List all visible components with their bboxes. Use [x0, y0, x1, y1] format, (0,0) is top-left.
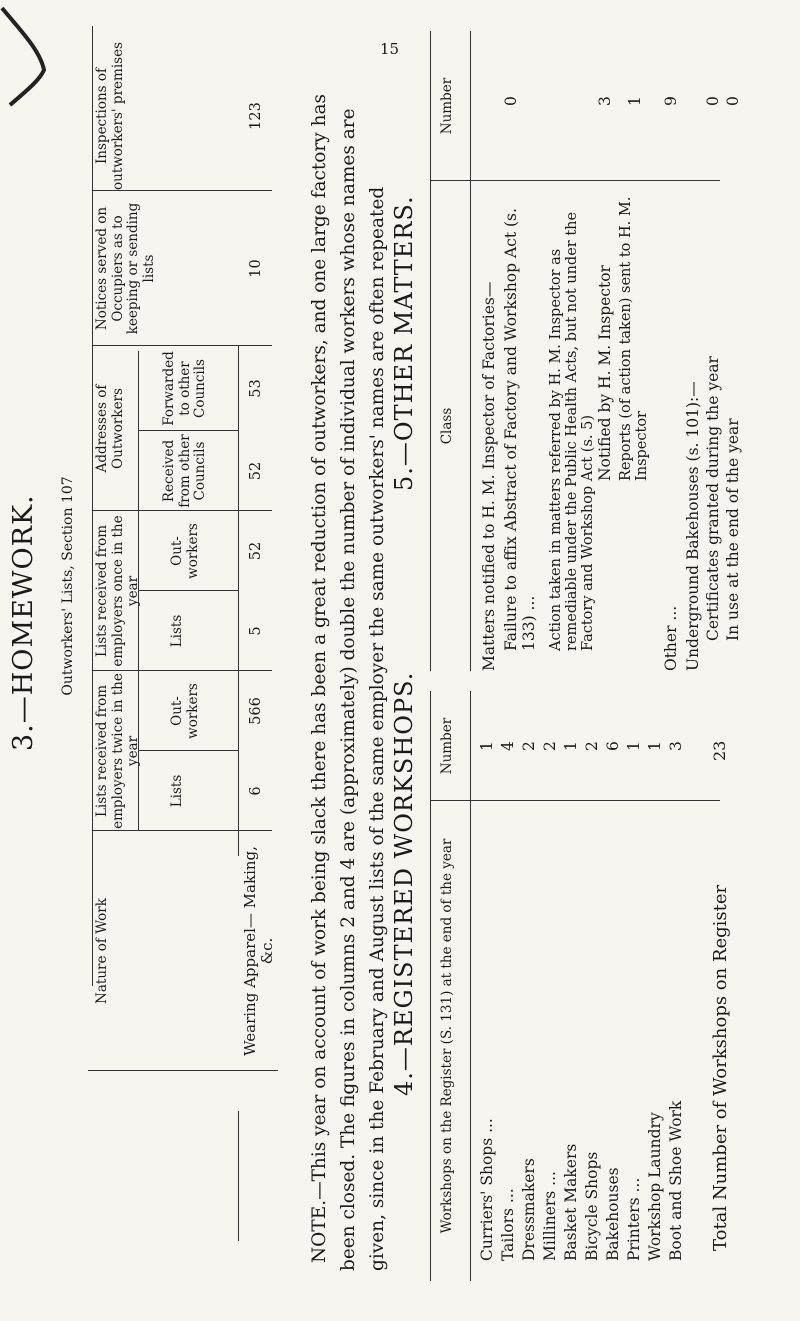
workshop-row-number: 1 — [562, 741, 580, 751]
workshop-row-name: Bicycle Shops — [583, 1151, 601, 1261]
workshops-number-header: Number — [439, 717, 455, 775]
inspections-value: 123 — [248, 102, 264, 130]
matter-action-taken: Action taken in matters referred by H. M. Inspector as remediable under the Public Health Acts, but not under the Factory and Workshop Act (s. 5) — [548, 211, 596, 651]
forwarded-value: 53 — [248, 379, 264, 398]
once-outworkers-value: 52 — [248, 541, 264, 561]
lists-twice-header: Lists received from employers twice in the year — [94, 673, 142, 829]
matter-certificates-granted-number: 0 — [704, 96, 722, 106]
lists-once-header: Lists received from employers once in the year — [94, 515, 142, 667]
workshops-total-value: 23 — [710, 740, 729, 761]
section3-note: NOTE.—This year on account of work being slack there has been a great reduction of outworkers, and one large factory has been closed. The figures in columns 2 and 4 are (approximately) double the number of individual workers whose names are given, since in the February and August lists of the same employer the same outworkers' names are often repeated — [309, 93, 388, 1271]
matter-notified: Notified by H. M. Inspector — [596, 265, 614, 481]
addresses-header: Addresses of Outworkers — [94, 384, 126, 473]
workshop-row-number: 3 — [667, 741, 685, 751]
once-lists-label: Lists — [169, 614, 185, 648]
matter-underground-bakehouses: Underground Bakehouses (s. 101):— — [684, 381, 702, 671]
inspections-header: Inspections of outworkers' premises — [94, 42, 126, 190]
workshop-row-number: 1 — [625, 741, 643, 751]
twice-lists-label: Lists — [169, 774, 185, 808]
matters-number-header: Number — [439, 77, 455, 135]
matter-in-use: In use at the end of the year — [724, 418, 742, 641]
once-outworkers-label: Out-workers — [169, 523, 201, 579]
workshop-row-number: 2 — [541, 741, 559, 751]
matter-reports-sent-number: 1 — [626, 96, 644, 106]
matter-certificates-granted: Certificates granted during the year — [704, 356, 722, 641]
workshop-row-name: Curriers' Shops ... — [478, 1118, 496, 1261]
section3-title: 3.—HOMEWORK. — [8, 494, 39, 751]
workshop-row-name: Bakehouses — [604, 1167, 622, 1261]
class-column-header: Class — [439, 407, 455, 445]
matter-other: Other ... — [662, 605, 680, 671]
notices-header: Notices served on Occupiers as to keeping or sending lists — [94, 202, 157, 335]
once-lists-value: 5 — [248, 626, 264, 636]
page-number: 15 — [380, 40, 400, 58]
notices-value: 10 — [248, 259, 264, 278]
section5-title: 5.—OTHER MATTERS. — [390, 195, 418, 491]
twice-lists-value: 6 — [248, 786, 264, 796]
matters-heading: Matters notified to H. M. Inspector of Factories— — [480, 281, 498, 671]
workshop-row-number: 1 — [478, 741, 496, 751]
workshop-row-name: Boot and Shoe Work — [667, 1100, 685, 1261]
matter-in-use-number: 0 — [724, 96, 742, 106]
section4-title: 4.—REGISTERED WORKSHOPS. — [390, 671, 418, 1096]
workshops-column-header: Workshops on the Register (S. 131) at the end of the year — [439, 838, 455, 1234]
workshop-row-number: 6 — [604, 741, 622, 751]
workshop-row-name: Printers ... — [625, 1177, 643, 1261]
received-label: Received from other Councils — [161, 434, 209, 508]
workshop-row-name: Basket Makers — [562, 1143, 580, 1261]
nature-of-work-header: Nature of Work — [94, 898, 110, 1004]
matter-notified-number: 3 — [596, 96, 614, 106]
matter-abstract-failure-number: 0 — [502, 96, 520, 106]
forwarded-label: Forwarded to other Councils — [161, 351, 209, 426]
matter-other-number: 9 — [662, 96, 680, 106]
workshops-total-label: Total Number of Workshops on Register — [710, 884, 731, 1251]
twice-outworkers-value: 566 — [248, 697, 264, 725]
workshop-row-name: Tailors ... — [499, 1188, 517, 1261]
workshop-row-number: 1 — [646, 741, 664, 751]
matter-abstract-failure: Failure to affix Abstract of Factory and Workshop Act (s. 133) ... — [502, 208, 538, 651]
matter-reports-sent: Reports (of action taken) sent to H. M. Inspector — [618, 196, 650, 481]
outworkers-lists-group-header: Outworkers' Lists, Section 107 — [60, 476, 76, 696]
received-value: 52 — [248, 461, 264, 481]
workshop-row-name: Dressmakers — [520, 1158, 538, 1261]
workshop-row-name: Milliners ... — [541, 1171, 559, 1261]
workshop-row-number: 2 — [583, 741, 601, 751]
nature-of-work-value: Wearing Apparel— Making, &c. — [241, 846, 277, 1056]
workshop-row-number: 4 — [499, 741, 517, 751]
twice-outworkers-label: Out-workers — [169, 683, 201, 739]
workshop-row-number: 2 — [520, 741, 538, 751]
workshop-row-name: Workshop Laundry — [646, 1112, 664, 1261]
